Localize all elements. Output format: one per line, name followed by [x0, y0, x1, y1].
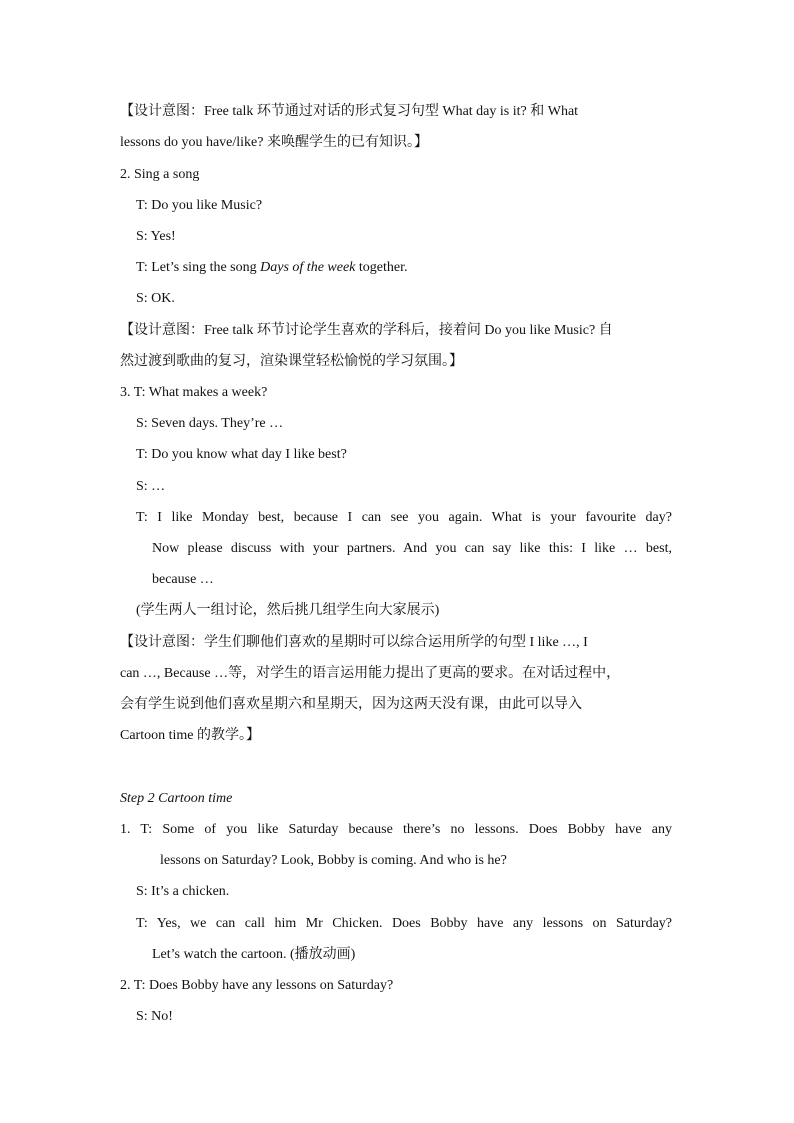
- design-intent-2-line-2: 然过渡到歌曲的复习，渲染课堂轻松愉悦的学习氛围。】: [120, 354, 463, 369]
- section-heading-cartoon-time: Step 2 Cartoon time: [120, 791, 233, 806]
- activity-note: (学生两人一组讨论，然后挑几组学生向大家展示): [136, 603, 440, 618]
- dialogue-line: T: Do you know what day I like best?: [136, 447, 347, 462]
- dialogue-line: T: Do you like Music?: [136, 198, 263, 213]
- dialogue-line-continued: lessons on Saturday? Look, Bobby is coming. And who is he?: [160, 853, 507, 868]
- design-intent-3-line-3: 会有学生说到他们喜欢星期六和星期天，因为这两天没有课，由此可以导入: [120, 697, 582, 712]
- dialogue-line: T: I like Monday best, because I can see you again. What is your favourite day?: [136, 510, 672, 525]
- dialogue-line: S: OK.: [136, 291, 175, 306]
- dialogue-line: S: …: [136, 479, 166, 494]
- design-intent-2-line-1: 【设计意图：Free talk 环节讨论学生喜欢的学科后，接着问 Do you like Music? 自: [120, 323, 613, 338]
- dialogue-line: S: It’s a chicken.: [136, 884, 230, 899]
- dialogue-line-continued: because …: [152, 572, 214, 587]
- dialogue-line-song: [136, 259, 408, 277]
- step-item-3: 3. T: What makes a week?: [120, 385, 268, 400]
- dialogue-line-continued: Let’s watch the cartoon. (播放动画): [152, 947, 356, 962]
- dialogue-line: S: Seven days. They’re …: [136, 416, 284, 431]
- song-title: Days of the week: [260, 260, 356, 275]
- design-intent-1-line-1: 【设计意图：Free talk 环节通过对话的形式复习句型 What day is it? 和 What: [120, 104, 579, 119]
- design-intent-3-line-1: 【设计意图：学生们聊他们喜欢的星期时可以综合运用所学的句型 I like …, I: [120, 635, 588, 650]
- design-intent-3-line-4: Cartoon time 的教学。】: [120, 728, 260, 743]
- step-item-1: 1. T: Some of you like Saturday because there’s no lessons. Does Bobby have any: [120, 822, 672, 837]
- dialogue-text: together.: [355, 260, 408, 275]
- dialogue-line-continued: Now please discuss with your partners. And you can say like this: I like … best,: [152, 541, 672, 556]
- dialogue-line: S: No!: [136, 1009, 173, 1024]
- dialogue-line: T: Yes, we can call him Mr Chicken. Does Bobby have any lessons on Saturday?: [136, 916, 672, 931]
- dialogue-text: T: Let’s sing the song: [136, 260, 261, 275]
- design-intent-3-line-2: can …, Because …等，对学生的语言运用能力提出了更高的要求。在对话过程中，: [120, 666, 621, 681]
- step-item-2: 2. T: Does Bobby have any lessons on Saturday?: [120, 978, 394, 993]
- dialogue-line: S: Yes!: [136, 229, 176, 244]
- step-heading-sing-a-song: 2. Sing a song: [120, 167, 200, 182]
- design-intent-1-line-2: lessons do you have/like? 来唤醒学生的已有知识。】: [120, 135, 428, 150]
